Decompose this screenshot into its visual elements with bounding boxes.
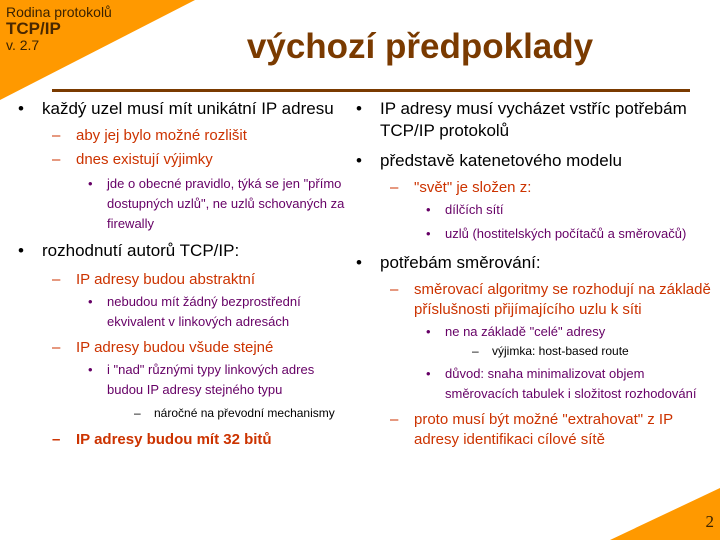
list-item xyxy=(12,98,352,120)
dash-marker: – xyxy=(52,431,61,448)
left-bullet-list xyxy=(12,98,352,450)
series-title: TCP/IP xyxy=(6,19,61,38)
bullet-marker: • xyxy=(426,366,431,381)
title-divider xyxy=(52,89,690,92)
bullet-marker: • xyxy=(18,241,24,260)
list-item-text: uzlů (hostitelských počítačů a směrovačů) xyxy=(445,226,687,241)
list-item xyxy=(350,342,716,360)
bullet-marker: • xyxy=(18,99,24,118)
list-item-text: IP adresy budou abstraktní xyxy=(76,271,256,288)
list-item-text: směrovací algoritmy se rozhodují na základě příslušnosti přijímajícího uzlu k síti xyxy=(414,281,711,318)
bullet-marker: • xyxy=(88,176,93,191)
list-item-text: náročné na převodní mechanismy xyxy=(154,406,335,420)
list-item-text: výjimka: host-based route xyxy=(492,344,629,358)
dash-marker: – xyxy=(390,411,399,428)
list-item xyxy=(350,150,716,172)
list-item xyxy=(12,150,352,170)
page-number: 2 xyxy=(705,512,714,531)
list-item xyxy=(350,322,716,342)
list-item-text: dílčích sítí xyxy=(445,202,504,217)
list-item-text: IP adresy budou mít 32 bitů xyxy=(76,431,272,448)
series-name: Rodina protokolů xyxy=(6,4,112,20)
list-item xyxy=(12,292,352,332)
list-item xyxy=(12,126,352,146)
list-item-text: aby jej bylo možné rozlišit xyxy=(76,127,247,144)
list-item-text: představě katenetového modelu xyxy=(380,151,622,170)
dash-marker: – xyxy=(134,406,141,420)
list-item xyxy=(350,280,716,320)
list-item-text: "svět" je složen z: xyxy=(414,179,532,196)
list-item xyxy=(350,224,716,244)
bullet-marker: • xyxy=(356,99,362,118)
list-item-text: dnes existují výjimky xyxy=(76,151,213,168)
list-item xyxy=(12,240,352,262)
bullet-marker: • xyxy=(356,253,362,272)
list-item-text: IP adresy musí vycházet vstříc potřebám TCP/IP protokolů xyxy=(380,99,687,140)
bullet-marker: • xyxy=(426,202,431,217)
list-item-text: nebudou mít žádný bezprostřední ekvivalent v linkových adresách xyxy=(107,294,301,329)
right-bullet-list xyxy=(350,98,716,450)
list-item-text: potřebám směrování: xyxy=(380,253,541,272)
list-item xyxy=(12,404,352,422)
dash-marker: – xyxy=(390,179,399,196)
bullet-marker: • xyxy=(426,226,431,241)
list-item xyxy=(350,252,716,274)
dash-marker: – xyxy=(52,151,61,168)
list-item-text: ne na základě "celé" adresy xyxy=(445,324,606,339)
list-item-text: důvod: snaha minimalizovat objem směrovacích tabulek i složitost rozhodování xyxy=(445,366,697,401)
slide-title: výchozí předpoklady xyxy=(246,27,594,66)
list-item-text: IP adresy budou všude stejné xyxy=(76,339,274,356)
list-item xyxy=(350,410,716,450)
list-item xyxy=(12,338,352,358)
list-item xyxy=(350,178,716,198)
bullet-marker: • xyxy=(426,324,431,339)
list-item xyxy=(12,270,352,290)
dash-marker: – xyxy=(52,271,61,288)
list-item xyxy=(350,200,716,220)
list-item-text: jde o obecné pravidlo, týká se jen "přímo dostupných uzlů", ne uzlů schovaných za firewally xyxy=(107,176,345,231)
list-item xyxy=(350,98,716,142)
corner-decoration-bottom-right xyxy=(610,488,720,540)
list-item xyxy=(12,430,352,450)
left-column xyxy=(12,98,352,450)
dash-marker: – xyxy=(390,281,399,298)
dash-marker: – xyxy=(52,339,61,356)
bullet-marker: • xyxy=(88,294,93,309)
bullet-marker: • xyxy=(88,362,93,377)
list-item-text: rozhodnutí autorů TCP/IP: xyxy=(42,241,240,260)
dash-marker: – xyxy=(472,344,479,358)
dash-marker: – xyxy=(52,127,61,144)
list-item xyxy=(12,360,352,400)
series-version: v. 2.7 xyxy=(6,37,40,53)
list-item xyxy=(350,364,716,404)
right-column xyxy=(350,98,716,450)
bullet-marker: • xyxy=(356,151,362,170)
list-item-text: proto musí být možné "extrahovat" z IP adresy identifikaci cílové sítě xyxy=(414,411,673,448)
list-item-text: i "nad" různými typy linkových adres budou IP adresy stejného typu xyxy=(107,362,315,397)
list-item-text: každý uzel musí mít unikátní IP adresu xyxy=(42,99,334,118)
list-item xyxy=(12,174,352,234)
